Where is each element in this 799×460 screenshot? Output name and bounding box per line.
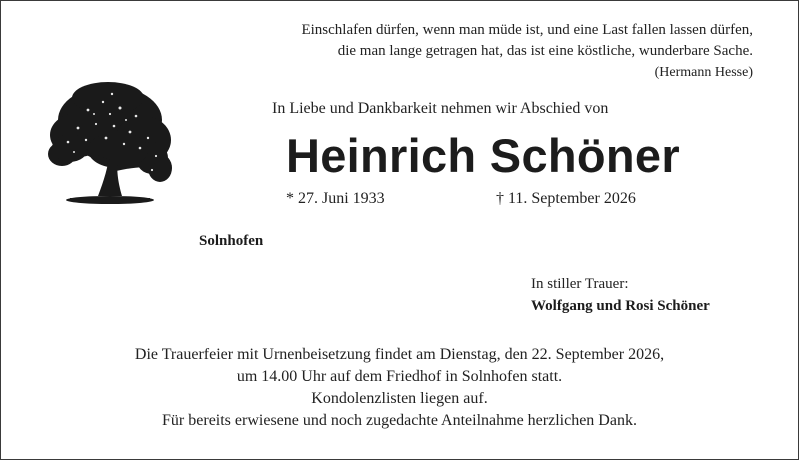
place-of-residence: Solnhofen — [199, 233, 264, 249]
farewell-intro: In Liebe und Dankbarkeit nehmen wir Abschied von — [272, 100, 609, 117]
birth-date: * 27. Juni 1933 — [286, 190, 385, 207]
tree-icon — [48, 80, 172, 212]
service-line-3: Kondolenzlisten liegen auf. — [311, 390, 488, 407]
mourners-label: In stiller Trauer: — [531, 276, 629, 292]
service-line-1: Die Trauerfeier mit Urnenbeisetzung findet am Dienstag, den 22. September 2026, — [134, 346, 665, 363]
service-line-2: um 14.00 Uhr auf dem Friedhof in Solnhofen statt. — [236, 368, 563, 385]
service-details — [0, 344, 799, 432]
quote-line-1: Einschlafen dürfen, wenn man müde ist, und eine Last fallen lassen dürfen, — [301, 22, 753, 38]
deceased-name: Heinrich Schöner — [286, 129, 680, 182]
death-date: † 11. September 2026 — [496, 190, 636, 207]
service-line-4: Für bereits erwiesene und noch zugedachte Anteilnahme herzlichen Dank. — [162, 412, 637, 429]
mourners-names: Wolfgang und Rosi Schöner — [531, 298, 710, 314]
quote-author: (Hermann Hesse) — [654, 65, 753, 80]
quote-line-2: die man lange getragen hat, das ist eine köstliche, wunderbare Sache. — [337, 43, 753, 59]
epigraph-quote — [301, 20, 753, 83]
